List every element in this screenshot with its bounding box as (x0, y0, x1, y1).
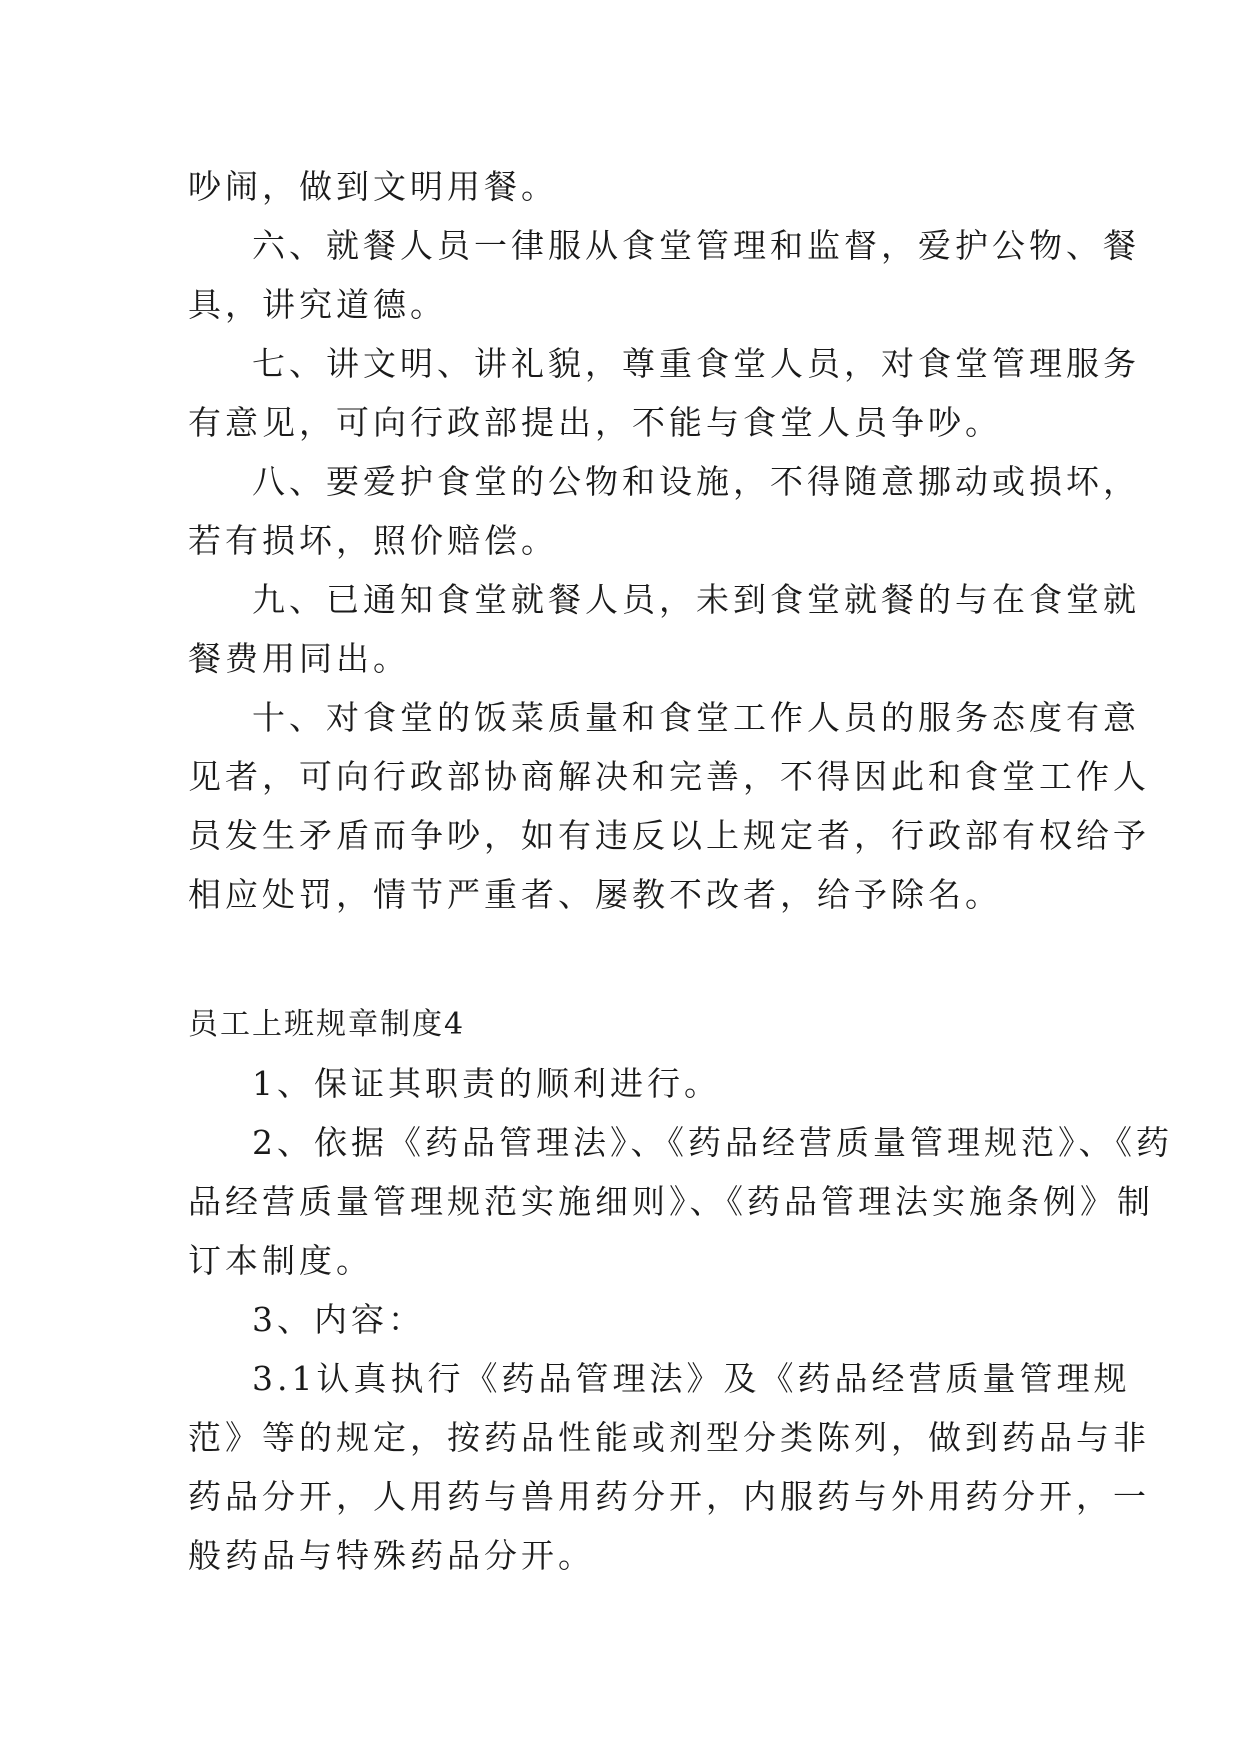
text-line: 吵闹，做到文明用餐。 (188, 167, 558, 206)
paragraph-9-line-2: 餐费用同出。 (188, 639, 410, 678)
paragraph-10-line-4: 相应处罚，情节严重者、屡教不改者，给予除名。 (188, 875, 1002, 914)
document-body (188, 157, 1173, 1585)
item-1-line-1: 1、保证其职责的顺利进行。 (252, 1064, 721, 1103)
paragraph-8-line-1: 八、要爱护食堂的公物和设施，不得随意挪动或损坏， (252, 462, 1140, 501)
paragraph-10-line-1: 十、对食堂的饭菜质量和食堂工作人员的服务态度有意 (252, 698, 1140, 737)
paragraph-7-line-2: 有意见，可向行政部提出，不能与食堂人员争吵。 (188, 403, 1002, 442)
item-2-line-3: 订本制度。 (188, 1241, 373, 1280)
paragraph-10-line-3: 员发生矛盾而争吵，如有违反以上规定者，行政部有权给予 (188, 816, 1150, 855)
item-3-line-1: 3、内容： (252, 1300, 425, 1339)
item-2-line-1: 2、依据《药品管理法》、《药品经营质量管理规范》、《药 (252, 1123, 1173, 1162)
section-heading: 员工上班规章制度4 (188, 1007, 466, 1042)
paragraph-10-line-2: 见者，可向行政部协商解决和完善，不得因此和食堂工作人 (188, 757, 1150, 796)
paragraph-6-line-2: 具，讲究道德。 (188, 285, 447, 324)
paragraph-6-line-1: 六、就餐人员一律服从食堂管理和监督，爱护公物、餐 (252, 226, 1140, 265)
item-3-1-line-4: 般药品与特殊药品分开。 (188, 1536, 595, 1575)
paragraph-7-line-1: 七、讲文明、讲礼貌，尊重食堂人员，对食堂管理服务 (252, 344, 1140, 383)
item-2-line-2: 品经营质量管理规范实施细则》、《药品管理法实施条例》制 (188, 1182, 1154, 1221)
paragraph-9-line-1: 九、已通知食堂就餐人员，未到食堂就餐的与在食堂就 (252, 580, 1140, 619)
item-3-1-line-2: 范》等的规定，按药品性能或剂型分类陈列，做到药品与非 (188, 1418, 1150, 1457)
item-3-1-line-1: 3.1认真执行《药品管理法》及《药品经营质量管理规 (252, 1359, 1131, 1398)
paragraph-8-line-2: 若有损坏，照价赔偿。 (188, 521, 558, 560)
item-3-1-line-3: 药品分开，人用药与兽用药分开，内服药与外用药分开，一 (188, 1477, 1150, 1516)
section-gap (188, 924, 1058, 995)
